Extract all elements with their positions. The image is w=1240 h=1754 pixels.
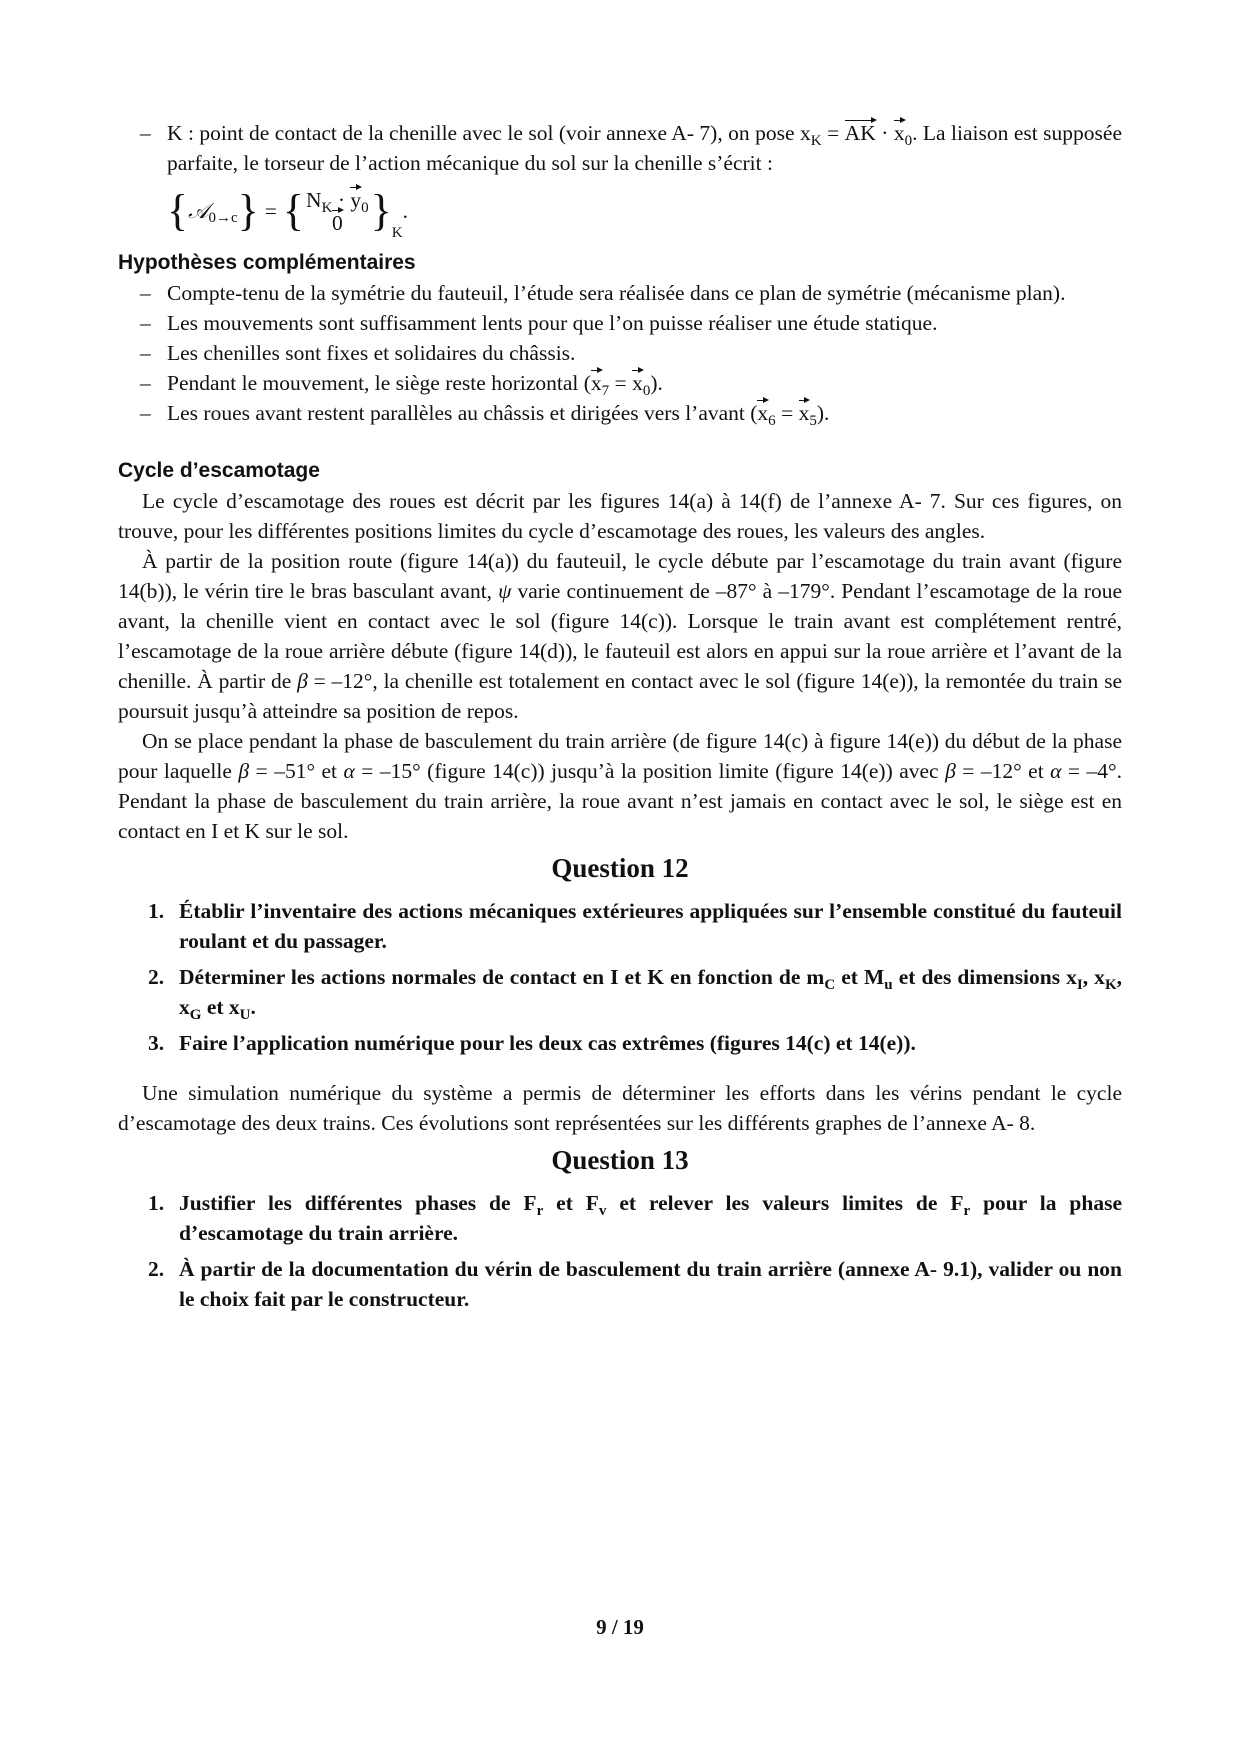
text-run: Déterminer les actions normales de contact en I et K en fonction de m [179, 965, 825, 989]
simulation-paragraph [118, 1078, 1122, 1138]
subscript: 0 [361, 200, 369, 217]
question-item [118, 896, 1122, 956]
math-symbol: β [238, 759, 250, 783]
vector-symbol: x [632, 371, 643, 395]
math-symbol: ψ [498, 579, 512, 603]
dash-bullet: – [140, 401, 151, 425]
text-run: . [250, 995, 256, 1019]
equals-sign: = [264, 199, 277, 223]
subscript: K [321, 200, 333, 217]
hypothesis-item [118, 338, 1122, 368]
dash-bullet: – [140, 341, 151, 365]
text-run: · [875, 121, 894, 145]
subscript: G [189, 1007, 202, 1023]
text-run: Les roues avant restent parallèles au châssis et dirigées vers l’avant ( [167, 401, 758, 425]
resultant-symbol: N [306, 188, 322, 213]
vector-symbol: x [893, 121, 905, 145]
math-symbol: α [343, 759, 355, 783]
question-13-title: Question 13 [551, 1145, 689, 1175]
subscript: v [598, 1203, 607, 1219]
text-run: À partir de la position route (figure 14(a)) du fauteuil, le cycle débute par l’escamotage du train avant (figure 14(b)), le vérin tire le bras basculant avant, [118, 549, 1122, 603]
math-symbol: β [945, 759, 956, 783]
dash-bullet: – [140, 371, 151, 395]
hypothesis-item [118, 368, 1122, 398]
left-brace: { [167, 186, 189, 235]
subscript: 5 [809, 413, 817, 429]
period: . [402, 199, 408, 223]
subscript: 7 [601, 383, 610, 399]
cycle-paragraph [118, 486, 1122, 546]
vector-symbol: x [757, 401, 769, 425]
torseur-equation [167, 178, 1122, 244]
text-run: Établir l’inventaire des actions mécaniques extérieures appliquées sur l’ensemble constitué du fauteuil roulant et du passager. [179, 899, 1122, 953]
torseur-subscript: 0→c [208, 210, 238, 226]
question-12-title: Question 12 [551, 853, 689, 883]
text-run: = [775, 401, 799, 425]
cycle-paragraphs [118, 486, 1122, 846]
text-run: et des dimensions x [892, 965, 1077, 989]
text-run: ). [816, 401, 830, 425]
text-run: = –4°. Pendant la phase de basculement du train arrière, la roue avant n’est jamais en contact avec le sol, le siège est en contact en I et K sur le sol. [118, 759, 1122, 843]
text-run: = [821, 121, 845, 145]
text-run: Pendant le mouvement, le siège reste horizontal ( [167, 371, 591, 395]
text-run: = –12° et [955, 759, 1051, 783]
subscript: U [239, 1007, 251, 1023]
hypotheses-list [118, 278, 1122, 428]
right-brace: } [370, 186, 392, 235]
definition-item-k [118, 118, 1122, 178]
subscript: K [1104, 977, 1117, 993]
item-number: 1. [148, 899, 165, 923]
cycle-paragraph [118, 726, 1122, 846]
text-run: , x [1082, 965, 1105, 989]
text-run: ). [650, 371, 663, 395]
math-symbol: α [1050, 759, 1062, 783]
subscript: u [884, 977, 893, 993]
dash-bullet: – [140, 311, 151, 335]
text-run: Les mouvements sont suffisamment lents pour que l’on puisse réaliser une étude statique. [167, 311, 938, 335]
text-run: et F [543, 1191, 599, 1215]
subscript: r [536, 1203, 544, 1219]
question-item [118, 1028, 1122, 1058]
text-run: Le cycle d’escamotage des roues est décrit par les figures 14(a) à 14(f) de l’annexe A- 7. Sur ces figures, on trouve, pour les différentes positions limites du cycle d’escamotage des roues, les valeurs des angles. [118, 489, 1122, 543]
subscript: I [1076, 977, 1083, 993]
text-run: pour la phase d’escamotage du train arrière. [179, 1191, 1122, 1245]
question-item [118, 1188, 1122, 1248]
right-brace: } [237, 186, 259, 235]
text-run: Faire l’application numérique pour les deux cas extrêmes (figures 14(c) et 14(e)). [179, 1031, 916, 1055]
text-run: . La liaison est supposée parfaite, le torseur de l’action mécanique du sol sur la chenille s’écrit : [167, 121, 1122, 175]
section-heading-hypotheses: Hypothèses complémentaires [118, 251, 416, 274]
text-run: et x [201, 995, 240, 1019]
subscript: 0 [642, 383, 651, 399]
item-number: 2. [148, 1257, 165, 1281]
text-run: Compte-tenu de la symétrie du fauteuil, l’étude sera réalisée dans ce plan de symétrie (mécanisme plan). [167, 281, 1066, 305]
question-13-list [118, 1188, 1122, 1314]
item-number: 1. [148, 1191, 165, 1215]
text-run: varie continuement de –87° à –179°. Pendant l’escamotage de la roue avant, la chenille vient en contact avec le sol (figure 14(c)). Lorsque le train avant est complétement rentré, l’escamotage de la roue arrière débute (figure 14(d)), le fauteuil est alors en appui sur la roue arrière et l’avant de la chenille. À partir de [118, 579, 1122, 693]
text-run: , x [179, 965, 1123, 1019]
torseur-symbol: 𝒜 [188, 199, 209, 223]
text-run: À partir de la documentation du vérin de basculement du train arrière (annexe A- 9.1), valider ou non le choix fait par le constructeur. [179, 1257, 1122, 1311]
vector-symbol: x [798, 401, 810, 425]
question-item [118, 962, 1122, 1022]
text-run: = –15° (figure 14(c)) jusqu’à la position limite (figure 14(e)) avec [354, 759, 946, 783]
math-symbol: β [297, 669, 308, 693]
text-run: = [609, 371, 633, 395]
vector-symbol: x [590, 371, 602, 395]
text-run: et relever les valeurs limites de F [606, 1191, 964, 1215]
question-12-list [118, 896, 1122, 1058]
subscript: 6 [768, 413, 776, 429]
definition-text [167, 121, 1122, 175]
left-brace: { [282, 186, 305, 235]
cycle-paragraph [118, 546, 1122, 726]
vector-symbol: AK [844, 121, 876, 145]
text-run: = –12°, la chenille est totalement en contact avec le sol (figure 14(e)), la remontée du train se poursuit jusqu’à atteindre sa position de repos. [118, 669, 1122, 723]
subscript: r [963, 1203, 971, 1219]
text-run: Justifier les différentes phases de F [179, 1191, 537, 1215]
question-item [118, 1254, 1122, 1314]
document-page [118, 118, 1122, 1320]
text-run: On se place pendant la phase de basculement du train arrière (de figure 14(c) à figure 14(e)) du début de la phase pour laquelle [118, 729, 1122, 783]
torseur-point: K [391, 225, 403, 241]
dot-operator: · [332, 188, 351, 213]
moment-vector: 0 [331, 211, 343, 236]
hypothesis-item [118, 308, 1122, 338]
hypothesis-item [118, 278, 1122, 308]
hypothesis-item [118, 398, 1122, 428]
subscript: 0 [904, 133, 913, 149]
dash-bullet: – [140, 121, 151, 145]
torseur-components [304, 187, 371, 235]
text-run: et M [835, 965, 885, 989]
item-number: 2. [148, 965, 165, 989]
subscript: C [824, 977, 836, 993]
subscript: K [810, 133, 822, 149]
text-run: K : point de contact de la chenille avec le sol (voir annexe A- 7), on pose x [167, 121, 811, 145]
text-run: Les chenilles sont fixes et solidaires du châssis. [167, 341, 576, 365]
vector-symbol: y [350, 188, 362, 213]
text-run: = –51° et [249, 759, 344, 783]
item-number: 3. [148, 1031, 165, 1055]
section-heading-cycle: Cycle d’escamotage [118, 459, 320, 482]
text-run: Une simulation numérique du système a permis de déterminer les efforts dans les vérins pendant le cycle d’escamotage des deux trains. Ces évolutions sont représentées sur les différents graphes de l’annexe A- 8. [118, 1081, 1122, 1135]
dash-bullet: – [140, 281, 151, 305]
page-number: 9 / 19 [596, 1615, 644, 1639]
